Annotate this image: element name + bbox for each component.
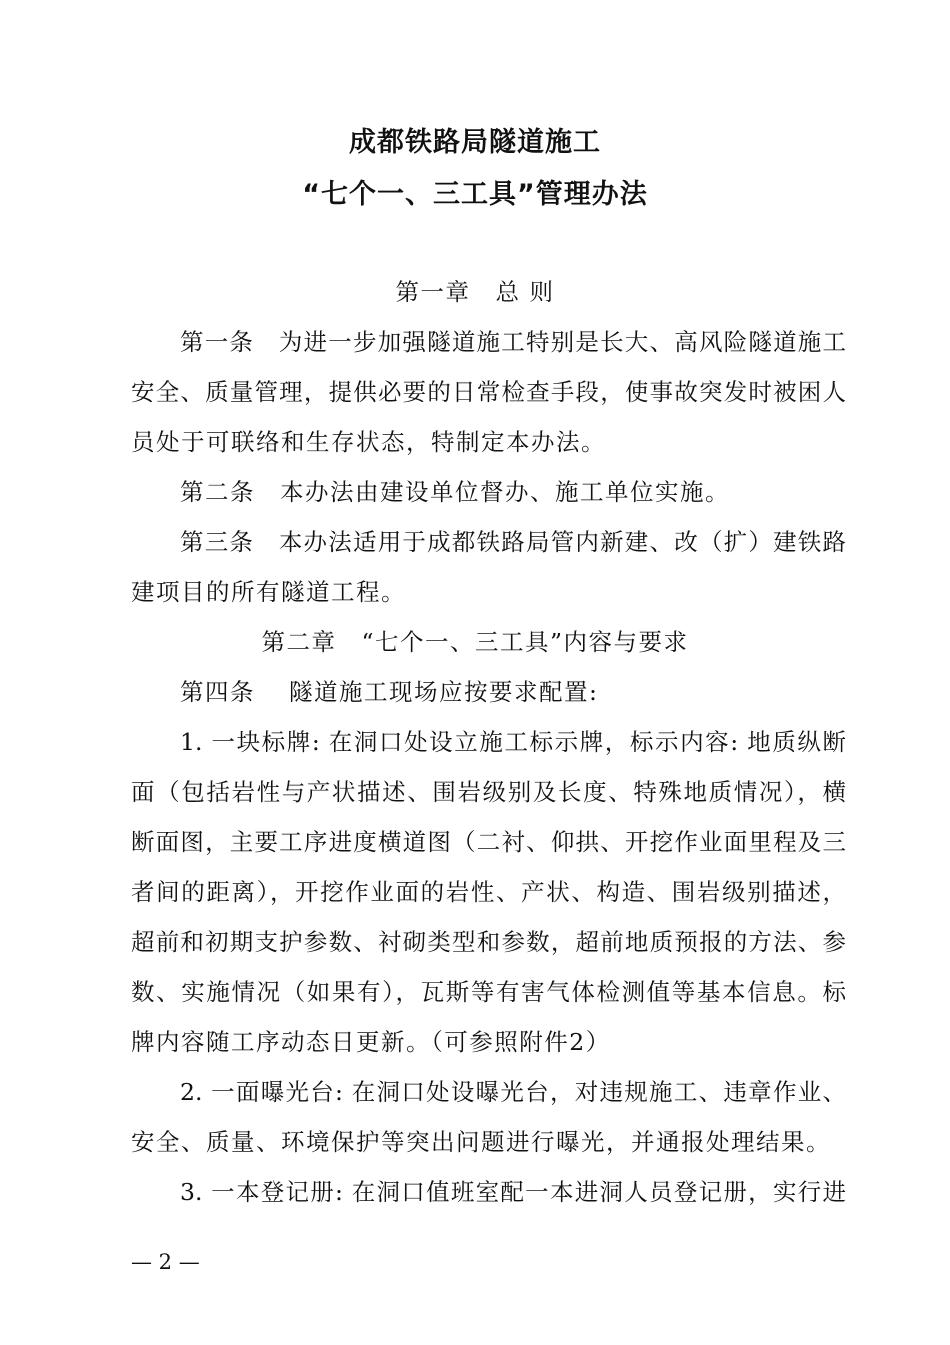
item-3-line-1: 3. 一本登记册: 在洞口值班室配一本进洞人员登记册，实行进 (180, 1178, 846, 1206)
item-1-line-5: 超前和初期支护参数、衬砌类型和参数，超前地质预报的方法、参 (131, 928, 846, 956)
page-number: — 2 — (131, 1250, 200, 1274)
chapter-heading-1: 第一章 总 则 (395, 278, 555, 306)
item-2-line-2: 安全、质量、环境保护等突出问题进行曝光，并通报处理结果。 (131, 1128, 831, 1156)
item-1-line-2: 面（包括岩性与产状描述、围岩级别及长度、特殊地质情况），横 (131, 778, 846, 806)
article-1-line-1: 第一条 为进一步加强隧道施工特别是长大、高风险隧道施工 (180, 328, 846, 356)
document-title-line2: “七个一、三工具”管理办法 (302, 179, 648, 210)
article-1-line-2: 安全、质量管理，提供必要的日常检查手段，使事故突发时被困人 (131, 378, 846, 406)
item-1-line-3: 断面图，主要工序进度横道图（二衬、仰拱、开挖作业面里程及三 (131, 828, 846, 856)
article-1-line-3: 员处于可联络和生存状态，特制定本办法。 (131, 428, 606, 456)
item-1-line-7: 牌内容随工序动态日更新。（可参照附件2） (131, 1028, 611, 1056)
article-2-line-1: 第二条 本办法由建设单位督办、施工单位实施。 (180, 478, 730, 506)
article-3-line-1: 第三条 本办法适用于成都铁路局管内新建、改（扩）建铁路 (180, 528, 846, 556)
item-1-line-6: 数、实施情况（如果有），瓦斯等有害气体检测值等基本信息。标 (131, 978, 846, 1006)
chapter-heading-2: 第二章 “七个一、三工具”内容与要求 (261, 628, 689, 656)
item-1-line-1: 1. 一块标牌: 在洞口处设立施工标示牌，标示内容: 地质纵断 (180, 728, 846, 756)
item-1-line-4: 者间的距离），开挖作业面的岩性、产状、构造、围岩级别描述， (131, 878, 846, 906)
article-4-line-1: 第四条 隧道施工现场应按要求配置: (180, 678, 599, 706)
item-2-line-1: 2. 一面曝光台: 在洞口处设曝光台，对违规施工、违章作业、 (180, 1078, 846, 1106)
article-3-line-2: 建项目的所有隧道工程。 (131, 578, 406, 606)
document-title-line1: 成都铁路局隧道施工 (349, 127, 601, 158)
